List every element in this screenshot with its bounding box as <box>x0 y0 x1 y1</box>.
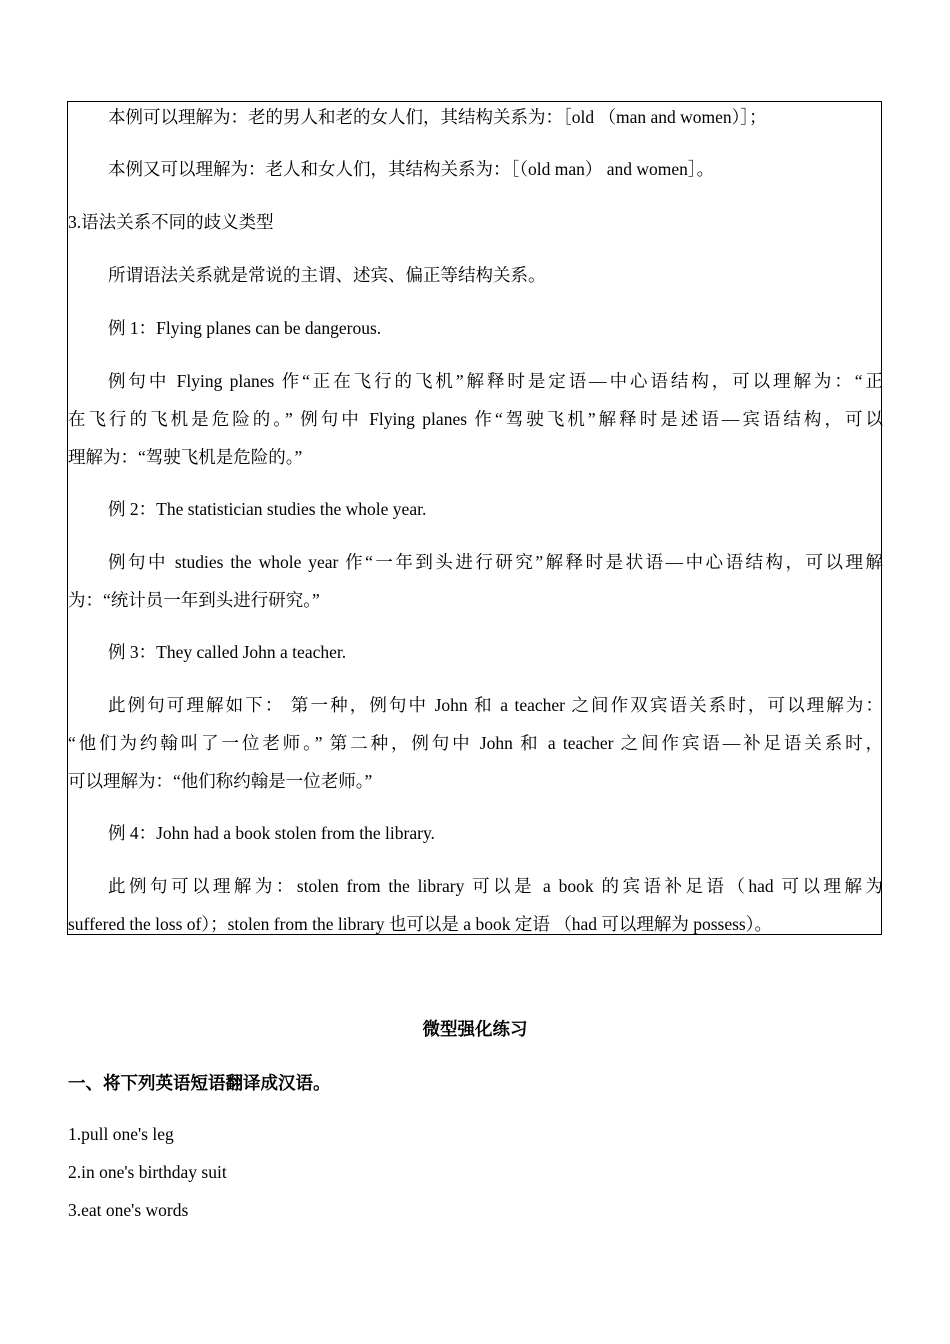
exercise-item-3: 3.eat one's words <box>68 1200 189 1220</box>
exercise-section-1-heading: 一、将下列英语短语翻译成汉语。 <box>68 1073 331 1093</box>
example-3-explanation-line-3: 可以理解为：“他们称约翰是一位老师。” <box>68 771 373 791</box>
example-2-explanation-line-1: 例句中 studies the whole year 作“一年到头进行研究”解释时是状语—中心语结构，可以理解 <box>108 552 883 572</box>
exercise-item-1: 1.pull one's leg <box>68 1124 174 1144</box>
explanation-box <box>67 101 882 935</box>
example-3-explanation-line-2: “他们为约翰叫了一位老师。” 第二种，例句中 John 和 a teacher 之间作宾语—补足语关系时， <box>68 733 883 753</box>
section-heading-grammar-ambiguity: 3.语法关系不同的歧义类型 <box>68 212 274 232</box>
example-2: 例 2：The statistician studies the whole year. <box>108 499 427 519</box>
paragraph-grammar-relations: 所谓语法关系就是常说的主谓、述宾、偏正等结构关系。 <box>108 265 546 285</box>
example-4-explanation-line-1: 此例句可以理解为：stolen from the library 可以是 a book 的宾语补足语（had 可以理解为 <box>108 876 883 896</box>
example-3-explanation-line-1: 此例句可理解如下： 第一种，例句中 John 和 a teacher 之间作双宾语关系时，可以理解为： <box>108 695 883 715</box>
example-1-explanation-line-1: 例句中 Flying planes 作“正在飞行的飞机”解释时是定语—中心语结构，可以理解为：“正 <box>108 371 883 391</box>
example-3: 例 3：They called John a teacher. <box>108 642 347 662</box>
example-2-explanation-line-2: 为：“统计员一年到头进行研究。” <box>68 590 320 610</box>
paragraph-old-man-women-2: 本例又可以理解为：老人和女人们，其结构关系为：［（old man） and women］。 <box>108 159 715 179</box>
example-4: 例 4：John had a book stolen from the library. <box>108 823 435 843</box>
example-1-explanation-line-2: 在飞行的飞机是危险的。” 例句中 Flying planes 作“驾驶飞机”解释时是述语—宾语结构，可以 <box>68 409 883 429</box>
example-1: 例 1：Flying planes can be dangerous. <box>108 318 382 338</box>
paragraph-old-man-women-1: 本例可以理解为：老的男人和老的女人们，其结构关系为：［old （man and women）］； <box>108 107 767 127</box>
example-4-explanation-line-2: suffered the loss of）；stolen from the library 也可以是 a book 定语 （had 可以理解为 possess）。 <box>68 914 772 934</box>
exercise-item-2: 2.in one's birthday suit <box>68 1162 227 1182</box>
exercise-title: 微型强化练习 <box>422 1019 528 1039</box>
example-1-explanation-line-3: 理解为：“驾驶飞机是危险的。” <box>68 447 303 467</box>
